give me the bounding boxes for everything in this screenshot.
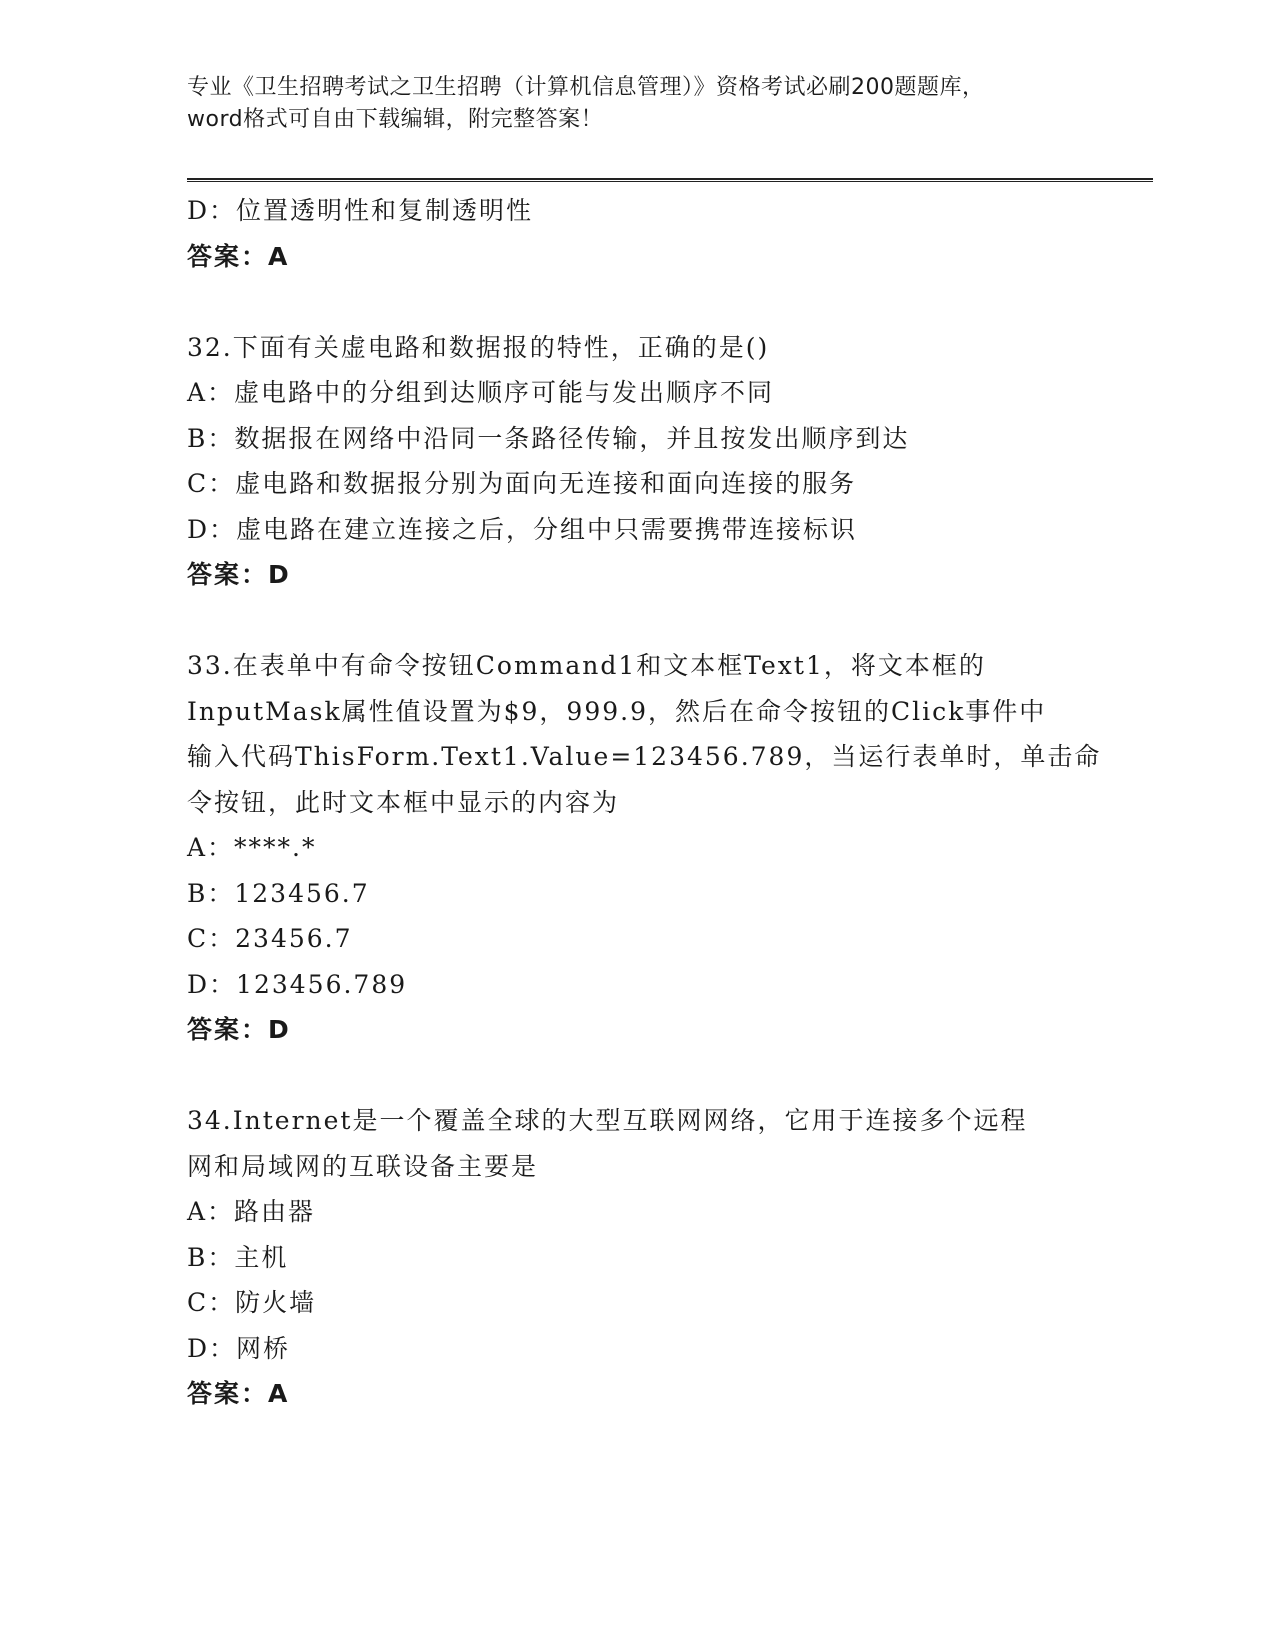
q33-stem-line-4: 令按钮，此时文本框中显示的内容为 [187,787,620,817]
q33-stem-line-2: InputMask属性值设置为$9，999.9，然后在命令按钮的Click事件中 [187,696,1047,726]
q34-option-c: C：防火墙 [187,1288,317,1317]
q34-answer: 答案：A [187,1379,290,1408]
header-line-1: 专业《卫生招聘考试之卫生招聘（计算机信息管理）》资格考试必刷200题题库， [187,75,985,100]
q32-option-c: C：虚电路和数据报分别为面向无连接和面向连接的服务 [187,469,857,498]
q34-option-b: B：主机 [187,1242,289,1272]
spacer [187,279,1127,325]
question-content [187,188,1127,1417]
q32-option-d: D：虚电路在建立连接之后，分组中只需要携带连接标识 [187,514,858,544]
header-line-2: word格式可自由下载编辑，附完整答案！ [187,107,604,132]
q33-option-c: C：23456.7 [187,924,353,953]
q33-answer: 答案：D [187,1015,291,1044]
q34-stem-line-1: 34.Internet是一个覆盖全球的大型互联网网络，它用于连接多个远程 [187,1106,1028,1135]
q33-option-a: A：****.* [187,833,317,862]
q34-stem-line-2: 网和局域网的互联设备主要是 [187,1151,539,1181]
q33-option-b: B：123456.7 [187,878,370,908]
q32-stem-line-1: 32.下面有关虚电路和数据报的特性，正确的是() [187,332,770,362]
q33-stem-line-3: 输入代码ThisForm.Text1.Value=123456.789，当运行表单时，单击命 [187,742,1102,771]
q33-stem-line-1: 33.在表单中有命令按钮Command1和文本框Text1，将文本框的 [187,651,986,680]
header-divider [187,178,1153,182]
q32-option-b: B：数据报在网络中沿同一条路径传输，并且按发出顺序到达 [187,423,910,453]
q33-option-d: D：123456.789 [187,969,408,999]
q31-answer: 答案：A [187,241,290,271]
q32-option-a: A：虚电路中的分组到达顺序可能与发出顺序不同 [187,378,775,407]
q32-answer: 答案：D [187,560,291,589]
q34-option-d: D：网桥 [187,1333,291,1363]
q34-option-a: A：路由器 [187,1197,316,1226]
q31-option-d: D：位置透明性和复制透明性 [187,196,534,225]
spacer [187,598,1127,644]
document-header [187,72,1107,136]
spacer [187,1053,1127,1099]
